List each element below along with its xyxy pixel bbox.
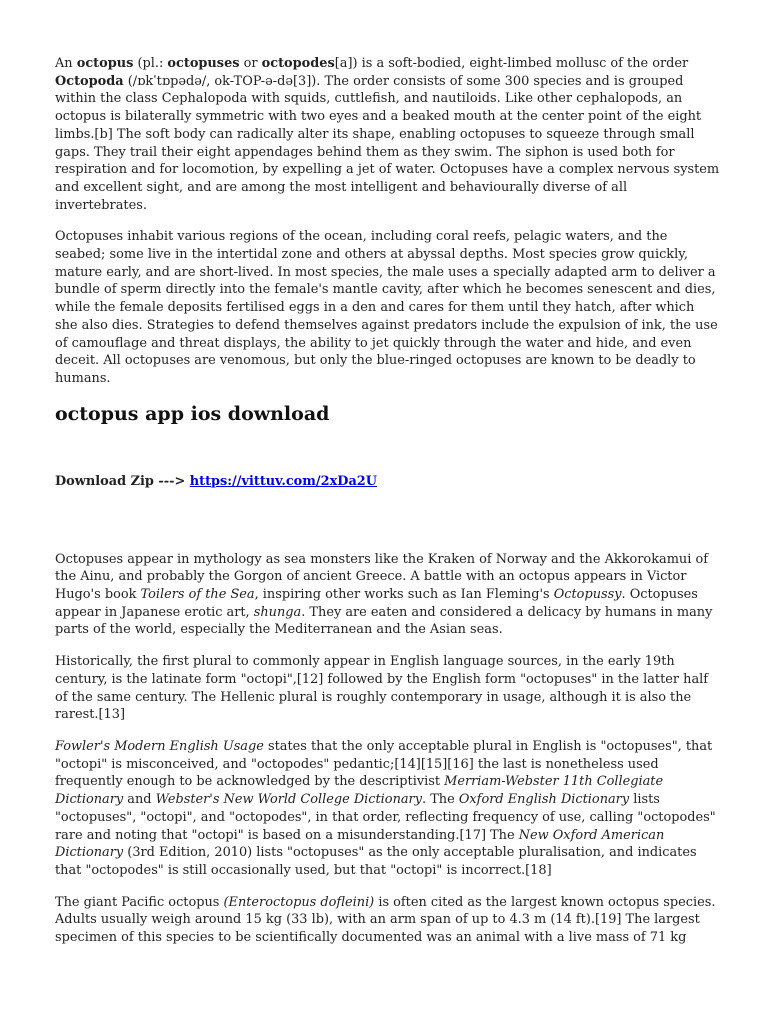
text-span: The giant Pacific octopus xyxy=(55,894,224,910)
italic-title: Merriam-Webster 11th Collegiate Dictionary xyxy=(55,774,664,808)
habitat-paragraph: Octopuses inhabit various regions of the ocean, including coral reefs, pelagic waters, and the seabed; some live in the intertidal zone and others at abyssal depths. Most species grow quickly, mature early, and are short-lived. In most species, the male uses a specially adapted arm to deliver a bundle of sperm directly into the female's mantle cavity, after which he becomes senescent and dies, while the female deposits fertilised eggs in a den and cares for them until they hatch, after which she also dies. Strategies to defend themselves against predators include the expulsion of ink, the use of camouflage and threat displays, the ability to jet quickly through the water and hide, and even deceit. All octopuses are venomous, but only the blue-ringed octopuses are known to be deadly to humans. xyxy=(55,229,718,386)
size-paragraph xyxy=(55,894,720,947)
download-link[interactable]: https://vittuv.com/2xDa2U xyxy=(189,473,378,489)
text-span: lists "octopuses", "octopi", and "octopodes", in that order, reflecting frequency of use, calling "octopodes" rare and noting that "octopi" is based on a misunderstanding.[17] The xyxy=(55,792,716,843)
italic-title: Toilers of the Sea xyxy=(140,587,255,603)
italic-term: shunga xyxy=(253,604,302,620)
text-span: states that the only acceptable plural in English is "octopuses", that "octopi" is misconceived, and "octopodes" pedantic;[14][15][16] the last is nonetheless used frequently enough to be acknowledged by the descriptivist xyxy=(55,738,713,790)
text-span: , inspiring other works such as Ian Fleming's xyxy=(254,587,554,603)
bold-term: octopuses xyxy=(167,56,240,71)
text-span: An xyxy=(55,56,77,71)
page-heading: octopus app ios download xyxy=(55,402,330,425)
text-span: or xyxy=(239,56,262,71)
plural-usage-paragraph xyxy=(55,738,720,880)
bold-term: octopus xyxy=(76,56,134,71)
text-span: Octopuses appear in mythology as sea monsters like the Kraken of Norway and the Akkorokamui of the Ainu, and probably the Gorgon of ancient Greece. A battle with an octopus appears in Victor Hugo's book xyxy=(55,551,708,603)
text-span: (3rd Edition, 2010) lists "octopuses" as the only acceptable pluralisation, and indicates that "octopodes" is still occasionally used, but that "octopi" is incorrect.[18] xyxy=(55,845,697,878)
italic-title: Octopussy xyxy=(553,587,622,603)
plural-history-paragraph: Historically, the first plural to commonly appear in English language sources, in the early 19th century, is the latinate form "octopi",[12] followed by the English form "octopuses" in the latter half of the same century. The Hellenic plural is roughly contemporary in usage, although it is also the rarest.[13] xyxy=(55,654,709,723)
text-span: is often cited as the largest known octopus species. Adults usually weigh around 15 kg (33 lb), with an arm span of up to 4.3 m (14 ft).[19] The largest specimen of this species to be scientifically documented was an animal with a live mass of 71 kg xyxy=(55,894,716,946)
bold-term: Octopoda xyxy=(55,73,124,89)
text-span: and xyxy=(123,792,156,808)
italic-title: Oxford English Dictionary xyxy=(458,792,630,808)
download-label: Download Zip ---> xyxy=(55,473,190,489)
text-span: [a]) is a soft-bodied, eight-limbed mollusc of the order xyxy=(334,56,689,71)
intro-paragraph xyxy=(55,55,720,214)
text-span: . Octopuses appear in Japanese erotic art, xyxy=(55,587,698,620)
italic-title: New Oxford American Dictionary xyxy=(55,827,665,861)
spacer xyxy=(55,489,720,551)
text-span: (pl.: xyxy=(133,56,168,71)
text-span: . The xyxy=(422,792,459,808)
mythology-paragraph xyxy=(55,551,720,640)
italic-title: Fowler's Modern English Usage xyxy=(55,738,264,754)
italic-species: (Enteroctopus dofleini) xyxy=(223,894,375,910)
bold-term: octopodes xyxy=(261,56,335,71)
download-line xyxy=(55,474,720,489)
italic-title: Webster's New World College Dictionary xyxy=(155,792,423,808)
text-span: . They are eaten and considered a delicacy by humans in many parts of the world, especially the Mediterranean and the Asian seas. xyxy=(55,604,713,638)
text-span: (/ɒkˈtɒpədə/, ok-TOP-ə-də[3]). The order consists of some 300 species and is grouped within the class Cephalopoda with squids, cuttlefish, and nautiloids. Like other cephalopods, an octopus is bilaterally symmetric with two eyes and a beaked mouth at the center point of the eight limbs.[b] The soft body can radically alter its shape, enabling octopuses to squeeze through small gaps. They trail their eight appendages behind them as they swim. The siphon is used both for respiration and for locomotion, by expelling a jet of water. Octopuses have a complex nervous system and excellent sight, and are among the most intelligent and behaviourally diverse of all invertebrates. xyxy=(55,73,720,213)
